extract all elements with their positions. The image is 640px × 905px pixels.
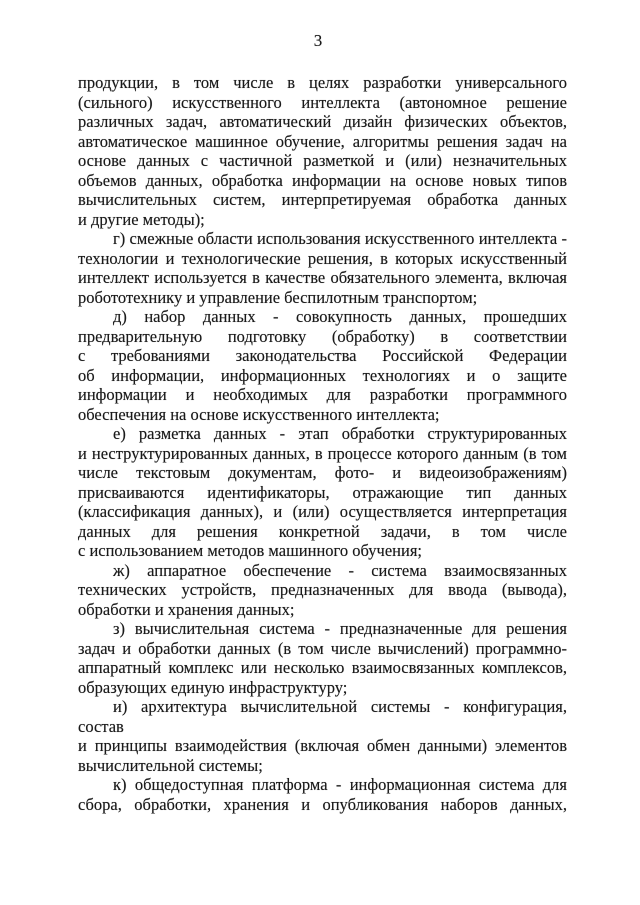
- text-line: вычислительных систем, интерпретируемая обработка данных: [78, 190, 567, 209]
- text-line: сбора, обработки, хранения и опубликования наборов данных,: [78, 794, 567, 814]
- text-line: технологии и технологические решения, в которых искусственный: [78, 248, 567, 268]
- page-number: 3: [313, 31, 323, 50]
- text-line: различных задач, автоматический дизайн физических объектов,: [78, 112, 567, 131]
- text-line: присваиваются идентификаторы, отражающие тип данных: [78, 482, 567, 502]
- text-line: з) вычислительная система - предназначенные для решения: [113, 619, 567, 638]
- text-line: обеспечения на основе искусственного интеллекта;: [78, 404, 440, 424]
- text-line: е) разметка данных - этап обработки структурированных: [113, 424, 567, 443]
- text-line: данных для решения конкретной задачи, в том числе: [78, 521, 567, 541]
- text-line: (сильного) искусственного интеллекта (автономное решение: [78, 92, 567, 112]
- paragraph: [78, 73, 567, 229]
- paragraph: [78, 619, 567, 697]
- paragraph: [78, 307, 567, 424]
- text-line: и принципы взаимодействия (включая обмен данными) элементов: [78, 736, 567, 755]
- text-line: и) архитектура вычислительной системы - конфигурация, состав: [78, 697, 567, 736]
- text-line: интеллект используется в качестве обязательного элемента, включая: [78, 268, 567, 287]
- text-line: об информации, информационных технологиях и о защите: [78, 365, 567, 385]
- paragraph: [78, 229, 567, 307]
- text-line: к) общедоступная платформа - информационная система для: [113, 775, 567, 794]
- text-line: объемов данных, обработка информации на основе новых типов: [78, 170, 567, 190]
- text-line: автоматическое машинное обучение, алгоритмы решения задач на: [78, 131, 567, 151]
- text-line: информации и необходимых для разработки программного: [78, 385, 567, 404]
- text-line: г) смежные области использования искусственного интеллекта -: [113, 229, 567, 248]
- text-line: д) набор данных - совокупность данных, прошедших: [113, 307, 567, 326]
- text-line: задач и обработки данных (в том числе вычислений) программно-: [78, 638, 567, 658]
- text-line: робототехнику и управление беспилотным транспортом;: [78, 287, 478, 307]
- text-line: с требованиями законодательства Российской Федерации: [78, 346, 567, 365]
- text-line: продукции, в том числе в целях разработки универсального: [78, 73, 567, 92]
- text-line: с использованием методов машинного обучения;: [78, 541, 422, 560]
- text-line: (классификация данных), и (или) осуществляется интерпретация: [78, 502, 567, 521]
- paragraph: [78, 775, 567, 814]
- text-line: числе текстовым документам, фото- и видеоизображениям): [78, 463, 567, 482]
- text-line: и другие методы);: [78, 209, 205, 229]
- text-line: предварительную подготовку (обработку) в соответствии: [78, 326, 567, 346]
- text-line: образующих единую инфраструктуру;: [78, 677, 348, 697]
- paragraph: [78, 424, 567, 561]
- paragraph: [78, 561, 567, 620]
- text-line: технических устройств, предназначенных для ввода (вывода),: [78, 580, 567, 599]
- text-line: и неструктурированных данных, в процессе которого данным (в том: [78, 443, 567, 463]
- text-line: ж) аппаратное обеспечение - система взаимосвязанных: [113, 560, 567, 580]
- text-line: основе данных с частичной разметкой и (или) незначительных: [78, 151, 567, 170]
- text-line: аппаратный комплекс или несколько взаимосвязанных комплексов,: [78, 658, 567, 677]
- document-body: [78, 73, 567, 814]
- text-line: вычислительной системы;: [78, 755, 263, 775]
- paragraph: [78, 697, 567, 775]
- text-line: обработки и хранения данных;: [78, 599, 295, 619]
